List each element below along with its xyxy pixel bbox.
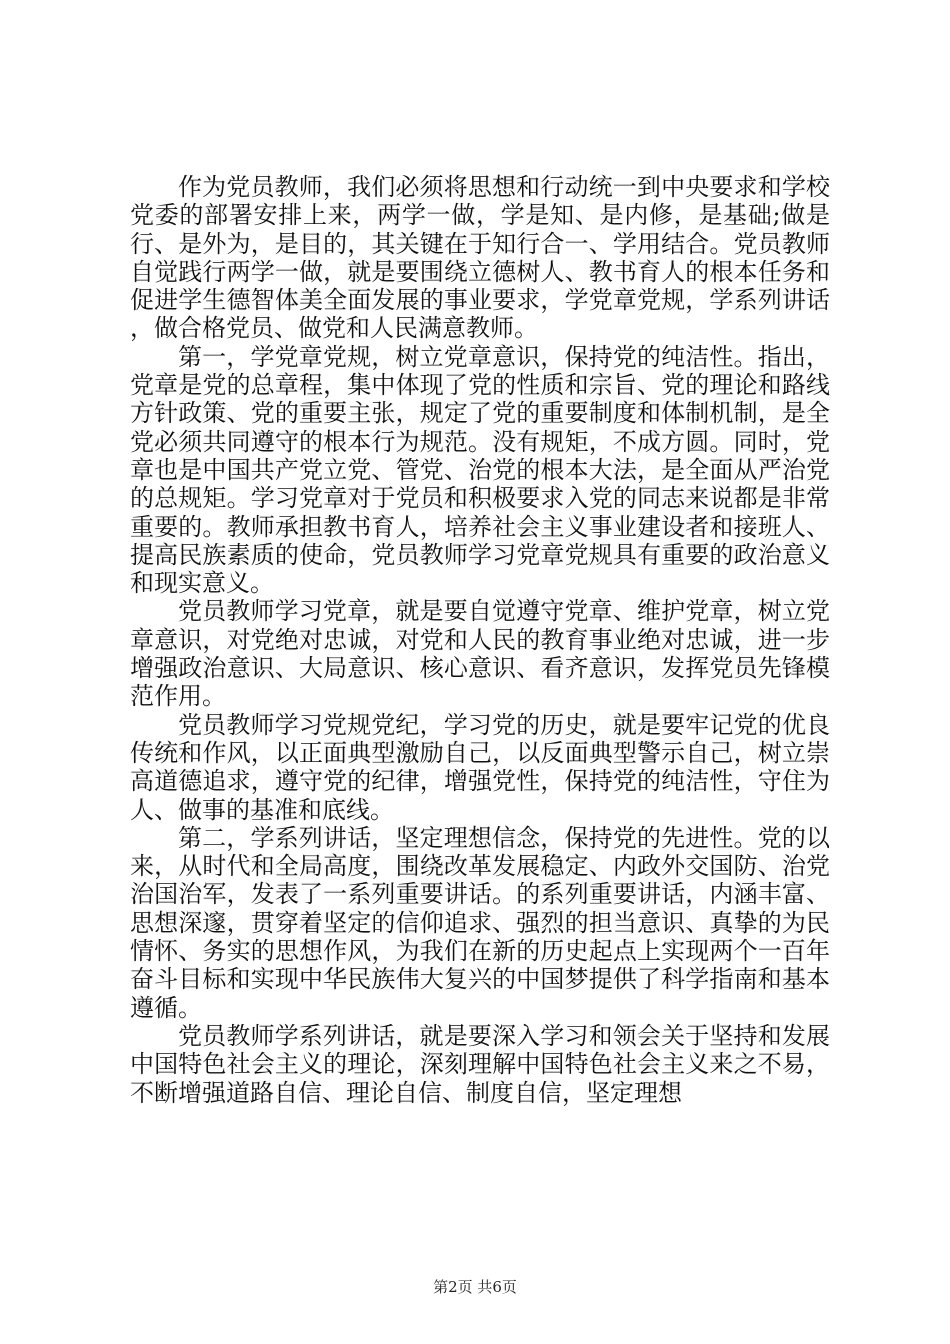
paragraph: 作为党员教师，我们必须将思想和行动统一到中央要求和学校党委的部署安排上来，两学一做，学是知、是内修，是基础;做是行、是外为，是目的，其关键在于知行合一、学用结合。党员教师自觉践行两学一做，就是要围绕立德树人、教书育人的根本任务和促进学生德智体美全面发展的事业要求，学党章党规，学系列讲话，做合格党员、做党和人民满意教师。 xyxy=(130,173,830,343)
document-body xyxy=(130,173,830,1107)
paragraph: 第一，学党章党规，树立党章意识，保持党的纯洁性。指出，党章是党的总章程，集中体现了党的性质和宗旨、党的理论和路线方针政策、党的重要主张，规定了党的重要制度和体制机制，是全党必须共同遵守的根本行为规范。没有规矩，不成方圆。同时，党章也是中国共产党立党、管党、治党的根本大法，是全面从严治党的总规矩。学习党章对于党员和积极要求入党的同志来说都是非常重要的。教师承担教书育人，培养社会主义事业建设者和接班人、提高民族素质的使命，党员教师学习党章党规具有重要的政治意义和现实意义。 xyxy=(130,342,830,598)
paragraph: 党员教师学习党章，就是要自觉遵守党章、维护党章，树立党章意识，对党绝对忠诚，对党和人民的教育事业绝对忠诚，进一步增强政治意识、大局意识、核心意识、看齐意识，发挥党员先锋模范作用。 xyxy=(130,597,830,711)
paragraph: 党员教师学系列讲话，就是要深入学习和领会关于坚持和发展中国特色社会主义的理论，深刻理解中国特色社会主义来之不易，不断增强道路自信、理论自信、制度自信，坚定理想 xyxy=(130,1021,830,1107)
page-number-footer: 第2页 共6页 xyxy=(433,1278,517,1296)
paragraph: 党员教师学习党规党纪，学习党的历史，就是要牢记党的优良传统和作风，以正面典型激励自己，以反面典型警示自己，树立崇高道德追求，遵守党的纪律，增强党性，保持党的纯洁性，守住为人、做事的基准和底线。 xyxy=(130,710,830,824)
paragraph: 第二，学系列讲话，坚定理想信念，保持党的先进性。党的以来，从时代和全局高度，围绕改革发展稳定、内政外交国防、治党治国治军，发表了一系列重要讲话。的系列重要讲话，内涵丰富、思想深邃，贯穿着坚定的信仰追求、强烈的担当意识、真挚的为民情怀、务实的思想作风，为我们在新的历史起点上实现两个一百年奋斗目标和实现中华民族伟大复兴的中国梦提供了科学指南和基本遵循。 xyxy=(130,823,830,1022)
